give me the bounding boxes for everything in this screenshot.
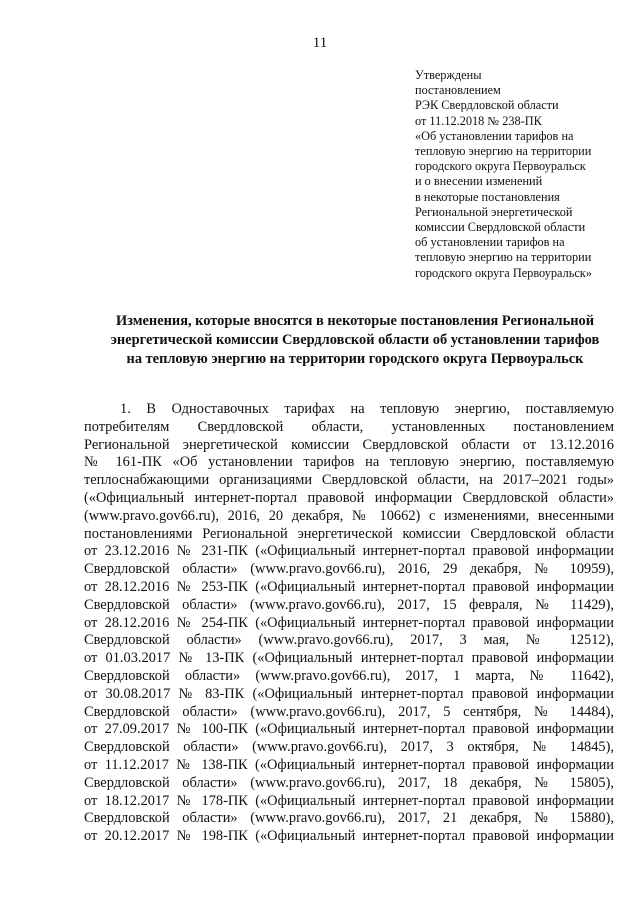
approval-line: от 11.12.2018 № 238-ПК: [415, 113, 542, 128]
approval-line: об установлении тарифов на: [415, 235, 565, 250]
approval-line: РЭК Свердловской области: [415, 98, 559, 113]
body-line: от 01.03.2017 № 13-ПК («Официальный интернет-портал правовой информации: [84, 650, 614, 667]
body-line: Свердловской области» (www.pravo.gov66.ru), 2017, 3 октября, № 14845),: [84, 739, 614, 756]
body-line: от 23.12.2016 № 231-ПК («Официальный интернет-портал правовой информации: [84, 543, 614, 560]
body-line: («Официальный интернет-портал правовой информации Свердловской области»: [84, 489, 614, 506]
body-line: от 28.12.2016 № 254-ПК («Официальный интернет-портал правовой информации: [84, 614, 614, 631]
body-line: потребителям Свердловской области, установленных постановлением: [84, 418, 614, 435]
body-line: от 30.08.2017 № 83-ПК («Официальный интернет-портал правовой информации: [84, 685, 614, 702]
body-line: 1. В Одноставочных тарифах на тепловую энергию, поставляемую: [120, 401, 614, 417]
body-line: Свердловской области» (www.pravo.gov66.ru), 2017, 21 декабря, № 15880),: [84, 810, 614, 827]
body-line: от 11.12.2017 № 138-ПК («Официальный интернет-портал правовой информации: [84, 756, 614, 773]
body-line: Региональной энергетической комиссии Свердловской области от 13.12.2016: [84, 436, 614, 453]
body-line: от 27.09.2017 № 100-ПК («Официальный интернет-портал правовой информации: [84, 721, 614, 738]
body-line: Свердловской области» (www.pravo.gov66.ru), 2017, 3 мая, № 12512),: [84, 632, 614, 649]
body-line: Свердловской области» (www.pravo.gov66.ru), 2017, 5 сентября, № 14484),: [84, 703, 614, 720]
body-line: теплоснабжающими организациями Свердловской области, на 2017–2021 годы»: [84, 472, 614, 489]
body-line: Свердловской области» (www.pravo.gov66.ru), 2017, 15 февраля, № 11429),: [84, 596, 614, 613]
heading-line: на тепловую энергию на территории городского округа Первоуральск: [126, 351, 584, 367]
approval-line: Утверждены: [415, 68, 482, 82]
body-line: № 161-ПК «Об установлении тарифов на тепловую энергию, поставляемую: [84, 454, 614, 471]
approval-line: в некоторые постановления: [415, 189, 560, 204]
body-line: от 20.12.2017 № 198-ПК («Официальный интернет-портал правовой информации: [84, 828, 614, 845]
approval-line: постановлением: [415, 83, 501, 98]
approval-line: городского округа Первоуральск: [415, 159, 586, 174]
approval-line: городского округа Первоуральск»: [415, 265, 592, 280]
body-line: от 18.12.2017 № 178-ПК («Официальный интернет-портал правовой информации: [84, 792, 614, 809]
approval-line: и о внесении изменений: [415, 174, 543, 189]
document-heading: [60, 312, 640, 369]
body-paragraph: [84, 401, 614, 846]
approval-block: [415, 68, 630, 281]
approval-line: тепловую энергию на территории: [415, 144, 592, 159]
body-line: Свердловской области» (www.pravo.gov66.ru), 2016, 29 декабря, № 10959),: [84, 561, 614, 578]
heading-line: энергетической комиссии Свердловской области об установлении тарифов: [110, 332, 600, 348]
body-line: Свердловской области» (www.pravo.gov66.ru), 2017, 1 марта, № 11642),: [84, 667, 614, 684]
approval-line: Региональной энергетической: [415, 204, 573, 219]
approval-line: тепловую энергию на территории: [415, 250, 592, 265]
page-number: 11: [312, 35, 328, 51]
approval-line: комиссии Свердловской области: [415, 220, 586, 235]
body-line: постановлениями Региональной энергетической комиссии Свердловской области: [84, 525, 614, 542]
body-line: Свердловской области» (www.pravo.gov66.ru), 2017, 18 декабря, № 15805),: [84, 774, 614, 791]
approval-line: «Об установлении тарифов на: [415, 128, 574, 143]
body-line: от 28.12.2016 № 253-ПК («Официальный интернет-портал правовой информации: [84, 578, 614, 595]
body-line: (www.pravo.gov66.ru), 2016, 20 декабря, № 10662) с изменениями, внесенными: [84, 507, 614, 524]
heading-line: Изменения, которые вносятся в некоторые постановления Региональной: [115, 313, 595, 329]
